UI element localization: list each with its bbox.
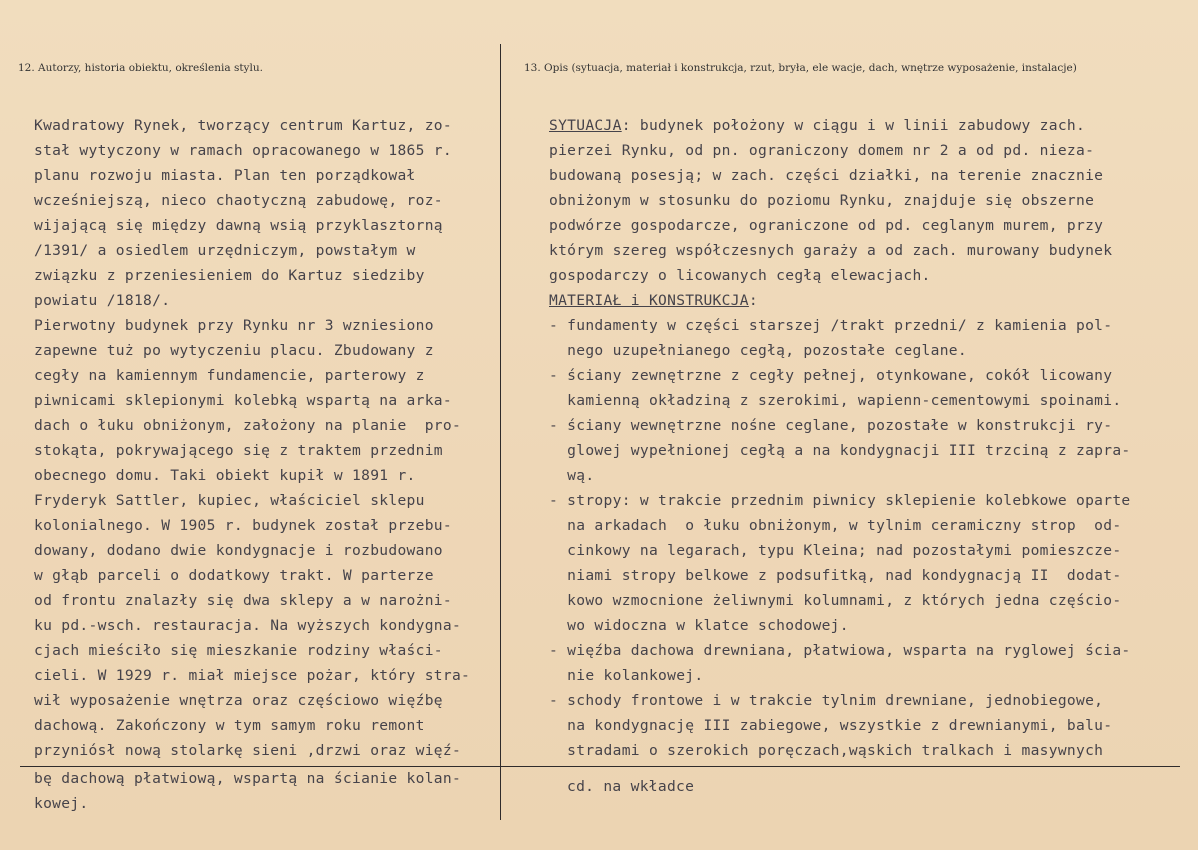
text-line: przyniósł nową stolarkę sieni ,drzwi oraz więź-	[34, 742, 462, 759]
text-line	[549, 663, 1189, 688]
text-line: Kwadratowy Rynek, tworzący centrum Kartuz, zo-	[34, 117, 452, 134]
text-line: ku pd.-wsch. restauracja. Na wyższych kondygna-	[34, 617, 462, 634]
text-line: obecnego domu. Taki obiekt kupił w 1891 r.	[34, 467, 416, 484]
line-text: - ściany zewnętrzne z cegły pełnej, otynkowane, cokół licowany	[549, 367, 1113, 384]
text-line: stokąta, pokrywającego się z traktem przednim	[34, 442, 443, 459]
line-text: nego uzupełnianego cegłą, pozostałe ceglane.	[549, 342, 967, 359]
text-line	[549, 438, 1189, 463]
text-line	[549, 188, 1189, 213]
line-text: - więźba dachowa drewniana, płatwiowa, wsparta na ryglowej ścia-	[549, 642, 1131, 659]
text-line	[549, 338, 1189, 363]
text-line	[549, 213, 1189, 238]
text-line	[549, 588, 1189, 613]
text-line: /1391/ a osiedlem urzędniczym, powstałym w	[34, 242, 416, 259]
line-text: glowej wypełnionej cegłą a na kondygnacji III trzciną z zapra-	[549, 442, 1131, 459]
text-line: Pierwotny budynek przy Rynku nr 3 wzniesiono	[34, 317, 434, 334]
text-line: Fryderyk Sattler, kupiec, właściciel sklepu	[34, 492, 425, 509]
line-text: - ściany wewnętrzne nośne ceglane, pozostałe w konstrukcji ry-	[549, 417, 1113, 434]
text-line	[549, 238, 1189, 263]
text-line: wijającą się między dawną wsią przyklasztorną	[34, 217, 443, 234]
text-line: cegły na kamiennym fundamencie, parterowy z	[34, 367, 425, 384]
description-text-column	[549, 113, 1189, 763]
text-line: związku z przeniesieniem do Kartuz siedziby	[34, 267, 425, 284]
text-line	[549, 563, 1189, 588]
text-line: wił wyposażenie wnętrza oraz częściowo więźbę	[34, 692, 443, 709]
line-text: - fundamenty w części starszej /trakt przedni/ z kamienia pol-	[549, 317, 1113, 334]
text-line	[549, 738, 1189, 763]
line-text: na arkadach o łuku obniżonym, w tylnim ceramiczny strop od-	[549, 517, 1122, 534]
section-heading-line	[549, 113, 1189, 138]
text-line	[549, 388, 1189, 413]
line-text: gospodarczy o licowanych cegłą elewacjach.	[549, 267, 931, 284]
text-line	[549, 263, 1189, 288]
text-line	[549, 538, 1189, 563]
text-line: dachową. Zakończony w tym samym roku remont	[34, 717, 425, 734]
section-heading: SYTUACJA	[549, 117, 622, 134]
line-text: budowaną posesją; w zach. części działki, na terenie znacznie	[549, 167, 1104, 184]
line-text: : budynek położony w ciągu i w linii zabudowy zach.	[621, 117, 1086, 134]
text-line: cieli. W 1929 r. miał miejsce pożar, który stra-	[34, 667, 471, 684]
line-text: - stropy: w trakcie przednim piwnicy sklepienie kolebkowe oparte	[549, 492, 1131, 509]
text-line	[549, 513, 1189, 538]
line-text: niami stropy belkowe z podsufitką, nad kondygnacją II dodat-	[549, 567, 1122, 584]
line-text: podwórze gospodarcze, ograniczone od pd. ceglanym murem, przy	[549, 217, 1104, 234]
section-heading-line	[549, 288, 1189, 313]
text-line: kolonialnego. W 1905 r. budynek został przebu-	[34, 517, 452, 534]
continuation-note: cd. na wkładce	[567, 778, 695, 795]
text-line: kowej.	[34, 795, 89, 812]
line-text: cinkowy na legarach, typu Kleina; nad pozostałymi pomieszcze-	[549, 542, 1122, 559]
text-line: zapewne tuż po wytyczeniu placu. Zbudowany z	[34, 342, 434, 359]
text-line: powiatu /1818/.	[34, 292, 171, 309]
text-line	[549, 688, 1189, 713]
line-text: wą.	[549, 467, 595, 484]
line-text: obniżonym w stosunku do poziomu Rynku, znajduje się obszerne	[549, 192, 1095, 209]
section-12-header: 12. Autorzy, historia obiektu, określenia stylu.	[18, 62, 263, 74]
line-text: :	[748, 292, 758, 309]
text-line	[549, 613, 1189, 638]
text-line	[549, 313, 1189, 338]
history-text-continuation	[34, 766, 504, 816]
text-line: stał wytyczony w ramach opracowanego w 1865 r.	[34, 142, 452, 159]
line-text: kamienną okładziną z szerokimi, wapienn-cementowymi spoinami.	[549, 392, 1122, 409]
text-line	[549, 638, 1189, 663]
text-line	[549, 138, 1189, 163]
line-text: którym szereg współczesnych garaży a od zach. murowany budynek	[549, 242, 1113, 259]
text-line: planu rozwoju miasta. Plan ten porządkował	[34, 167, 416, 184]
text-line: dowany, dodano dwie kondygnacje i rozbudowano	[34, 542, 443, 559]
text-line	[549, 463, 1189, 488]
text-line	[549, 488, 1189, 513]
text-line: piwnicami sklepionymi kolebką wspartą na arka-	[34, 392, 452, 409]
line-text: kowo wzmocnione żeliwnymi kolumnami, z których jedna częścio-	[549, 592, 1122, 609]
text-line	[549, 713, 1189, 738]
text-line	[549, 413, 1189, 438]
section-heading: MATERIAŁ i KONSTRUKCJA	[549, 292, 749, 309]
text-line: bę dachową płatwiową, wspartą na ścianie kolan-	[34, 770, 462, 787]
text-line: wcześniejszą, nieco chaotyczną zabudowę, roz-	[34, 192, 443, 209]
text-line: od frontu znalazły się dwa sklepy a w narożni-	[34, 592, 452, 609]
text-line: dach o łuku obniżonym, założony na planie pro-	[34, 417, 462, 434]
section-13-header: 13. Opis (sytuacja, materiał i konstrukcja, rzut, bryła, ele wacje, dach, wnętrze wyposażenie, instalacje)	[524, 62, 1077, 74]
text-line	[549, 363, 1189, 388]
line-text: pierzei Rynku, od pn. ograniczony domem nr 2 a od pd. nieza-	[549, 142, 1095, 159]
line-text: na kondygnację III zabiegowe, wszystkie z drewnianymi, balu-	[549, 717, 1113, 734]
history-text-column	[34, 113, 504, 763]
text-line: cjach mieściło się mieszkanie rodziny właści-	[34, 642, 443, 659]
line-text: nie kolankowej.	[549, 667, 704, 684]
line-text: stradami o szerokich poręczach,wąskich tralkach i masywnych	[549, 742, 1104, 759]
line-text: - schody frontowe i w trakcie tylnim drewniane, jednobiegowe,	[549, 692, 1104, 709]
line-text: wo widoczna w klatce schodowej.	[549, 617, 849, 634]
text-line	[549, 163, 1189, 188]
text-line: w głąb parceli o dodatkowy trakt. W parterze	[34, 567, 434, 584]
